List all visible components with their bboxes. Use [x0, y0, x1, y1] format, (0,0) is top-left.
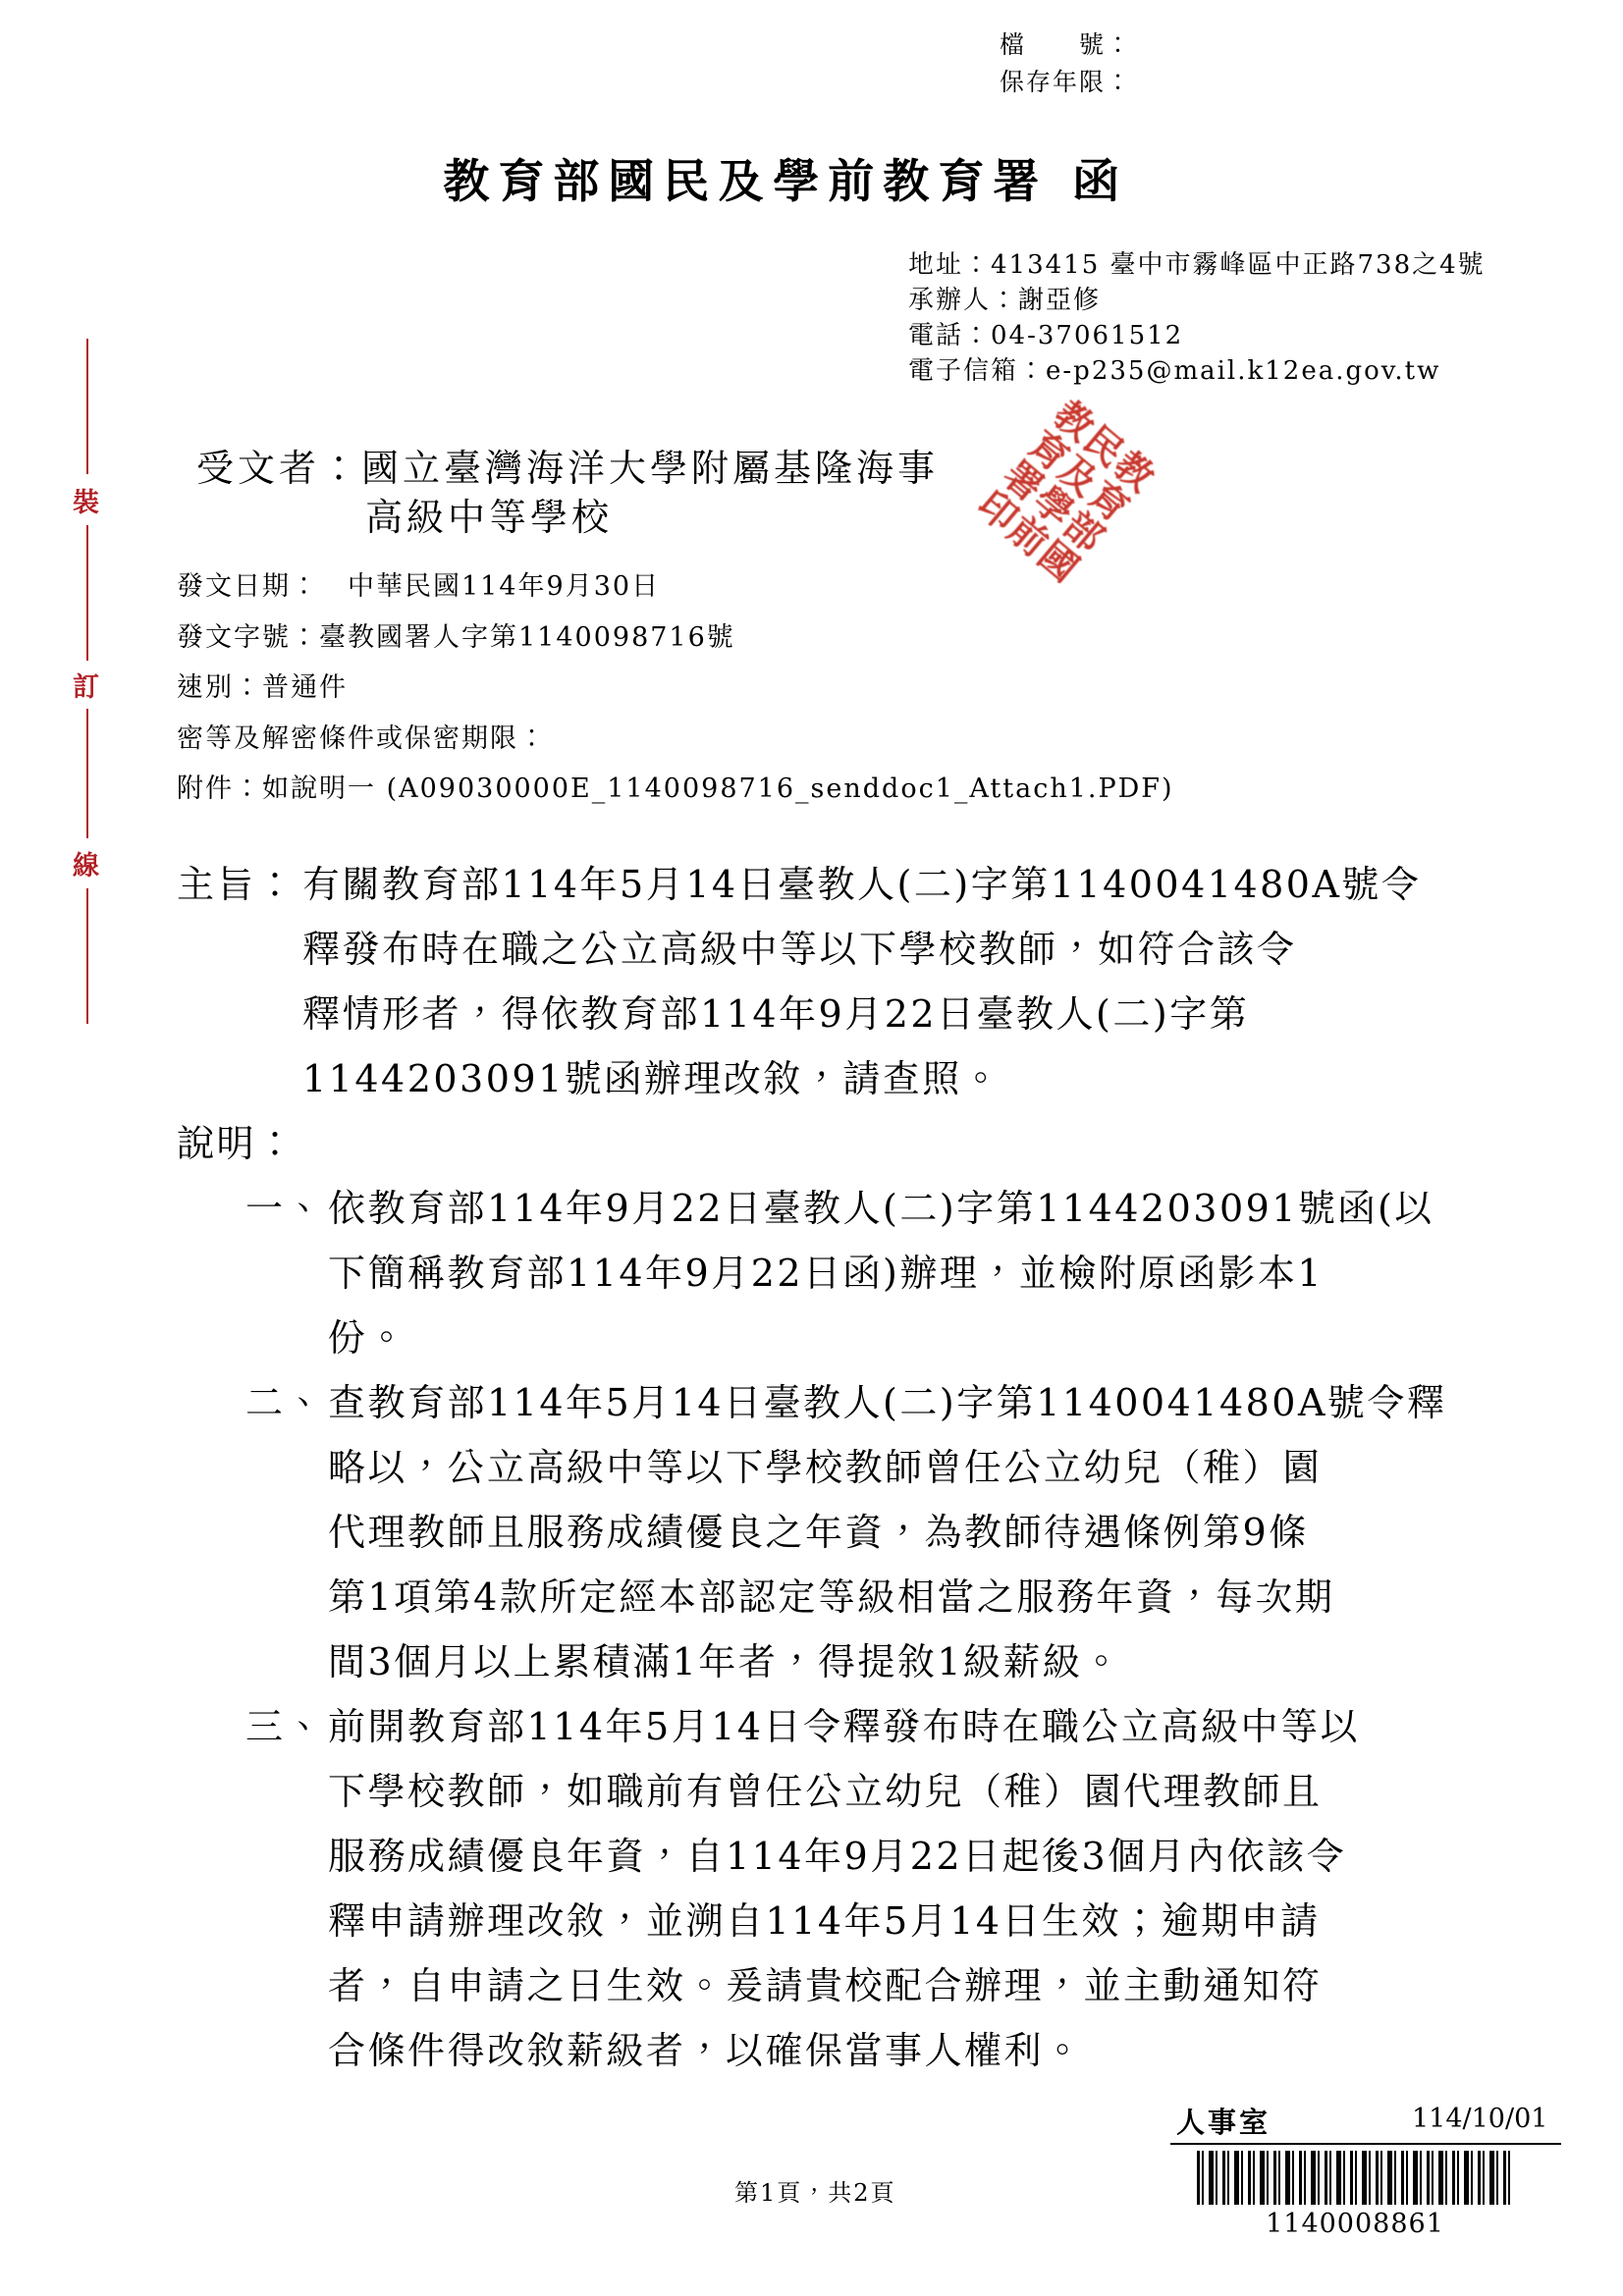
item-line: 依教育部114年9月22日臺教人(二)字第1144203091號函(以: [328, 1187, 1434, 1230]
binding-line-segment: [86, 709, 88, 838]
item-line: 下簡稱教育部114年9月22日函)辦理，並檢附原函影本1: [328, 1252, 1325, 1295]
recipient-block: [196, 444, 939, 542]
explanation-item-2: [245, 1370, 1446, 1694]
issue-date: 發文日期： 中華民國114年9月30日: [177, 571, 661, 602]
item-line: 間3個月以上累積滿1年者，得提敘1級薪級。: [328, 1640, 1123, 1683]
item-line: 合條件得改敘薪級者，以確保當事人權利。: [328, 2029, 1084, 2072]
item-number: 二、: [245, 1381, 326, 1424]
binding-mark-xian: 線: [73, 851, 99, 881]
item-line: 釋申請辦理改敘，並溯自114年5月14日生效；逾期申請: [328, 1899, 1321, 1943]
explanation-item-3: [245, 1694, 1446, 2083]
item-number: 一、: [245, 1187, 326, 1230]
barcode-number: 1140008861: [1266, 2209, 1444, 2239]
speed-class: 速別：普通件: [177, 672, 348, 703]
letter-body: [177, 852, 1446, 2083]
page-number: 第1頁，共2頁: [734, 2179, 896, 2207]
item-line: 略以，公立高級中等以下學校教師曾任公立幼兒（稚）園: [328, 1446, 1323, 1489]
item-line: 第1項第4款所定經本部認定等級相當之服務年資，每次期: [328, 1575, 1335, 1619]
binding-line-segment: [86, 888, 88, 1024]
stamp-date: 114/10/01: [1412, 2104, 1548, 2134]
retention-period-label: 保存年限：: [1000, 68, 1133, 96]
security-class: 密等及解密條件或保密期限：: [177, 722, 547, 754]
attachment-note: 附件：如說明一 (A09030000E_1140098716_senddoc1_Attach1.PDF): [177, 774, 1174, 804]
contact-person: 承辦人：謝亞修: [908, 286, 1102, 315]
issuing-office: 人事室: [1176, 2106, 1271, 2139]
subject-section: [177, 852, 1446, 1111]
recipient-line2: 高級中等學校: [365, 496, 614, 539]
item-line: 服務成績優良年資，自114年9月22日起後3個月內依該令: [328, 1835, 1347, 1878]
subject-line: 1144203091號函辦理改敘，請查照。: [302, 1057, 1002, 1100]
item-number: 三、: [245, 1705, 326, 1748]
item-text: [328, 1176, 1434, 1370]
footer-rule: [1170, 2143, 1561, 2145]
subject-line: 釋情形者，得依教育部114年9月22日臺教人(二)字第: [302, 992, 1250, 1036]
issue-number: 發文字號：臺教國署人字第1140098716號: [177, 621, 735, 653]
file-number-label: 檔 號：: [1000, 30, 1133, 59]
item-text: [328, 1370, 1446, 1694]
contact-address: 地址：413415 臺中市霧峰區中正路738之4號: [908, 250, 1486, 280]
contact-phone: 電話：04-37061512: [908, 321, 1184, 350]
subject-label: 主旨：: [177, 863, 297, 906]
binding-line-segment: [86, 339, 88, 474]
item-line: 代理教師且服務成績優良之年資，為教師待遇條例第9條: [328, 1511, 1309, 1554]
subject-line: 有關教育部114年5月14日臺教人(二)字第1140041480A號令: [302, 863, 1422, 906]
item-line: 下學校教師，如職前有曾任公立幼兒（稚）園代理教師且: [328, 1770, 1323, 1813]
item-text: [328, 1694, 1360, 2083]
item-line: 查教育部114年5月14日臺教人(二)字第1140041480A號令釋: [328, 1381, 1447, 1424]
binding-mark-ding: 訂: [73, 672, 99, 703]
item-line: 份。: [328, 1316, 408, 1360]
barcode: [1197, 2151, 1513, 2205]
recipient-line1: 受文者：國立臺灣海洋大學附屬基隆海事: [196, 447, 940, 490]
document-title: 教育部國民及學前教育署 函: [443, 155, 1128, 209]
contact-email: 電子信箱：e-p235@mail.k12ea.gov.tw: [908, 356, 1441, 386]
explanation-label: 說明：: [177, 1122, 297, 1165]
binding-line-segment: [86, 525, 88, 661]
binding-mark-zhuang: 裝: [73, 488, 99, 518]
explanation-item-1: [245, 1176, 1446, 1370]
subject-text: [302, 852, 1421, 1111]
item-line: 者，自申請之日生效。爰請貴校配合辦理，並主動通知符: [328, 1964, 1323, 2007]
contact-block: [908, 247, 1486, 389]
official-seal-stamp: 教育部國民及學前教育署印: [966, 389, 1163, 589]
document-metadata: [177, 561, 1174, 815]
item-line: 前開教育部114年5月14日令釋發布時在職公立高級中等以: [328, 1705, 1361, 1748]
subject-line: 釋發布時在職之公立高級中等以下學校教師，如符合該令: [302, 928, 1297, 971]
